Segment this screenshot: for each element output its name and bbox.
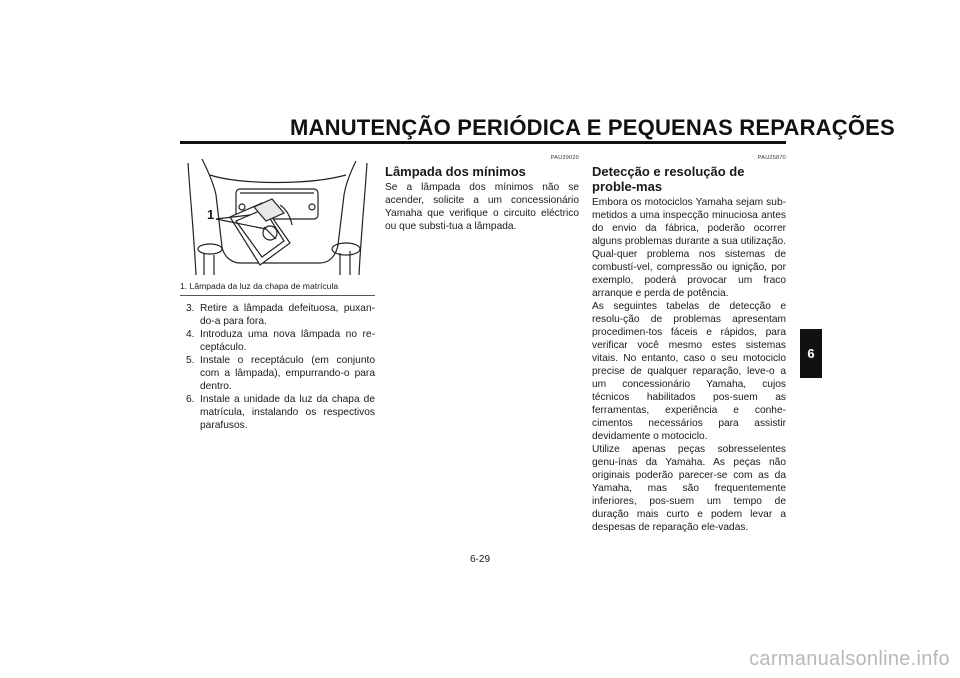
column-left [180,155,375,432]
paragraph: Embora os motociclos Yamaha sejam sub-metidos a uma inspecção minuciosa antes do envio da fábrica, poderão ocorrer alguns problemas durante a sua utilização. Qual-quer problema nos sistemas de combustí-vel, compressão ou ignição, por exemplo, poderá provocar um fraco arranque e perda de potência. [592,197,786,299]
paragraph: Utilize apenas peças sobresselentes genu-ínas da Yamaha. As peças não originais poderão parecer-se com as da Yamaha, mas são frequentemente inferiores, pos-suem um tempo de duração mais curto e podem levar a despesas de reparação ele-vadas. [592,444,786,533]
column-right [592,155,786,534]
chapter-tab: 6 [800,329,822,378]
page-number: 6-29 [469,554,490,565]
column-middle [385,155,579,233]
license-plate-light-illustration [180,155,375,277]
section-title: Detecção e resolução de proble-mas [592,164,745,194]
steps-list [180,302,375,432]
section-code: PAU25870 [757,155,786,161]
list-item: 5. Instale o receptáculo (em conjunto com a lâmpada), empurrando-o para dentro. [186,355,375,392]
section-title: Lâmpada dos mínimos [385,164,526,179]
section-code: PAU39020 [550,155,579,161]
paragraph: As seguintes tabelas de detecção e resolu-ção de problemas apresentam procedimen-tos fáceis e rápidos, para verificar você mesmo estes sistemas vitais. No entanto, caso o seu motociclo precise de qualquer reparação, leve-o a um concessionário Yamaha, cujos técnicos habilitados pos-suem as ferramentas, experiência e conhe-cimentos necessários para assistir devidamente o motociclo. [592,301,786,442]
list-item: 4. Introduza uma nova lâmpada no re-ceptáculo. [186,329,375,353]
header-rule [180,141,786,144]
figure-caption: 1. Lâmpada da luz da chapa de matrícula [180,281,375,296]
list-item: 3. Retire a lâmpada defeituosa, puxan-do-a para fora. [186,303,375,327]
page-title: MANUTENÇÃO PERIÓDICA E PEQUENAS REPARAÇÕES [290,115,895,140]
watermark: carmanualsonline.info [749,648,950,670]
section-text: Se a lâmpada dos mínimos não se acender, solicite a um concessionário Yamaha que verifique o circuito eléctrico ou que substi-tua a lâmpada. [385,182,579,232]
callout-number: 1 [207,207,215,222]
list-item: 6. Instale a unidade da luz da chapa de matrícula, instalando os respectivos parafusos. [186,394,375,431]
